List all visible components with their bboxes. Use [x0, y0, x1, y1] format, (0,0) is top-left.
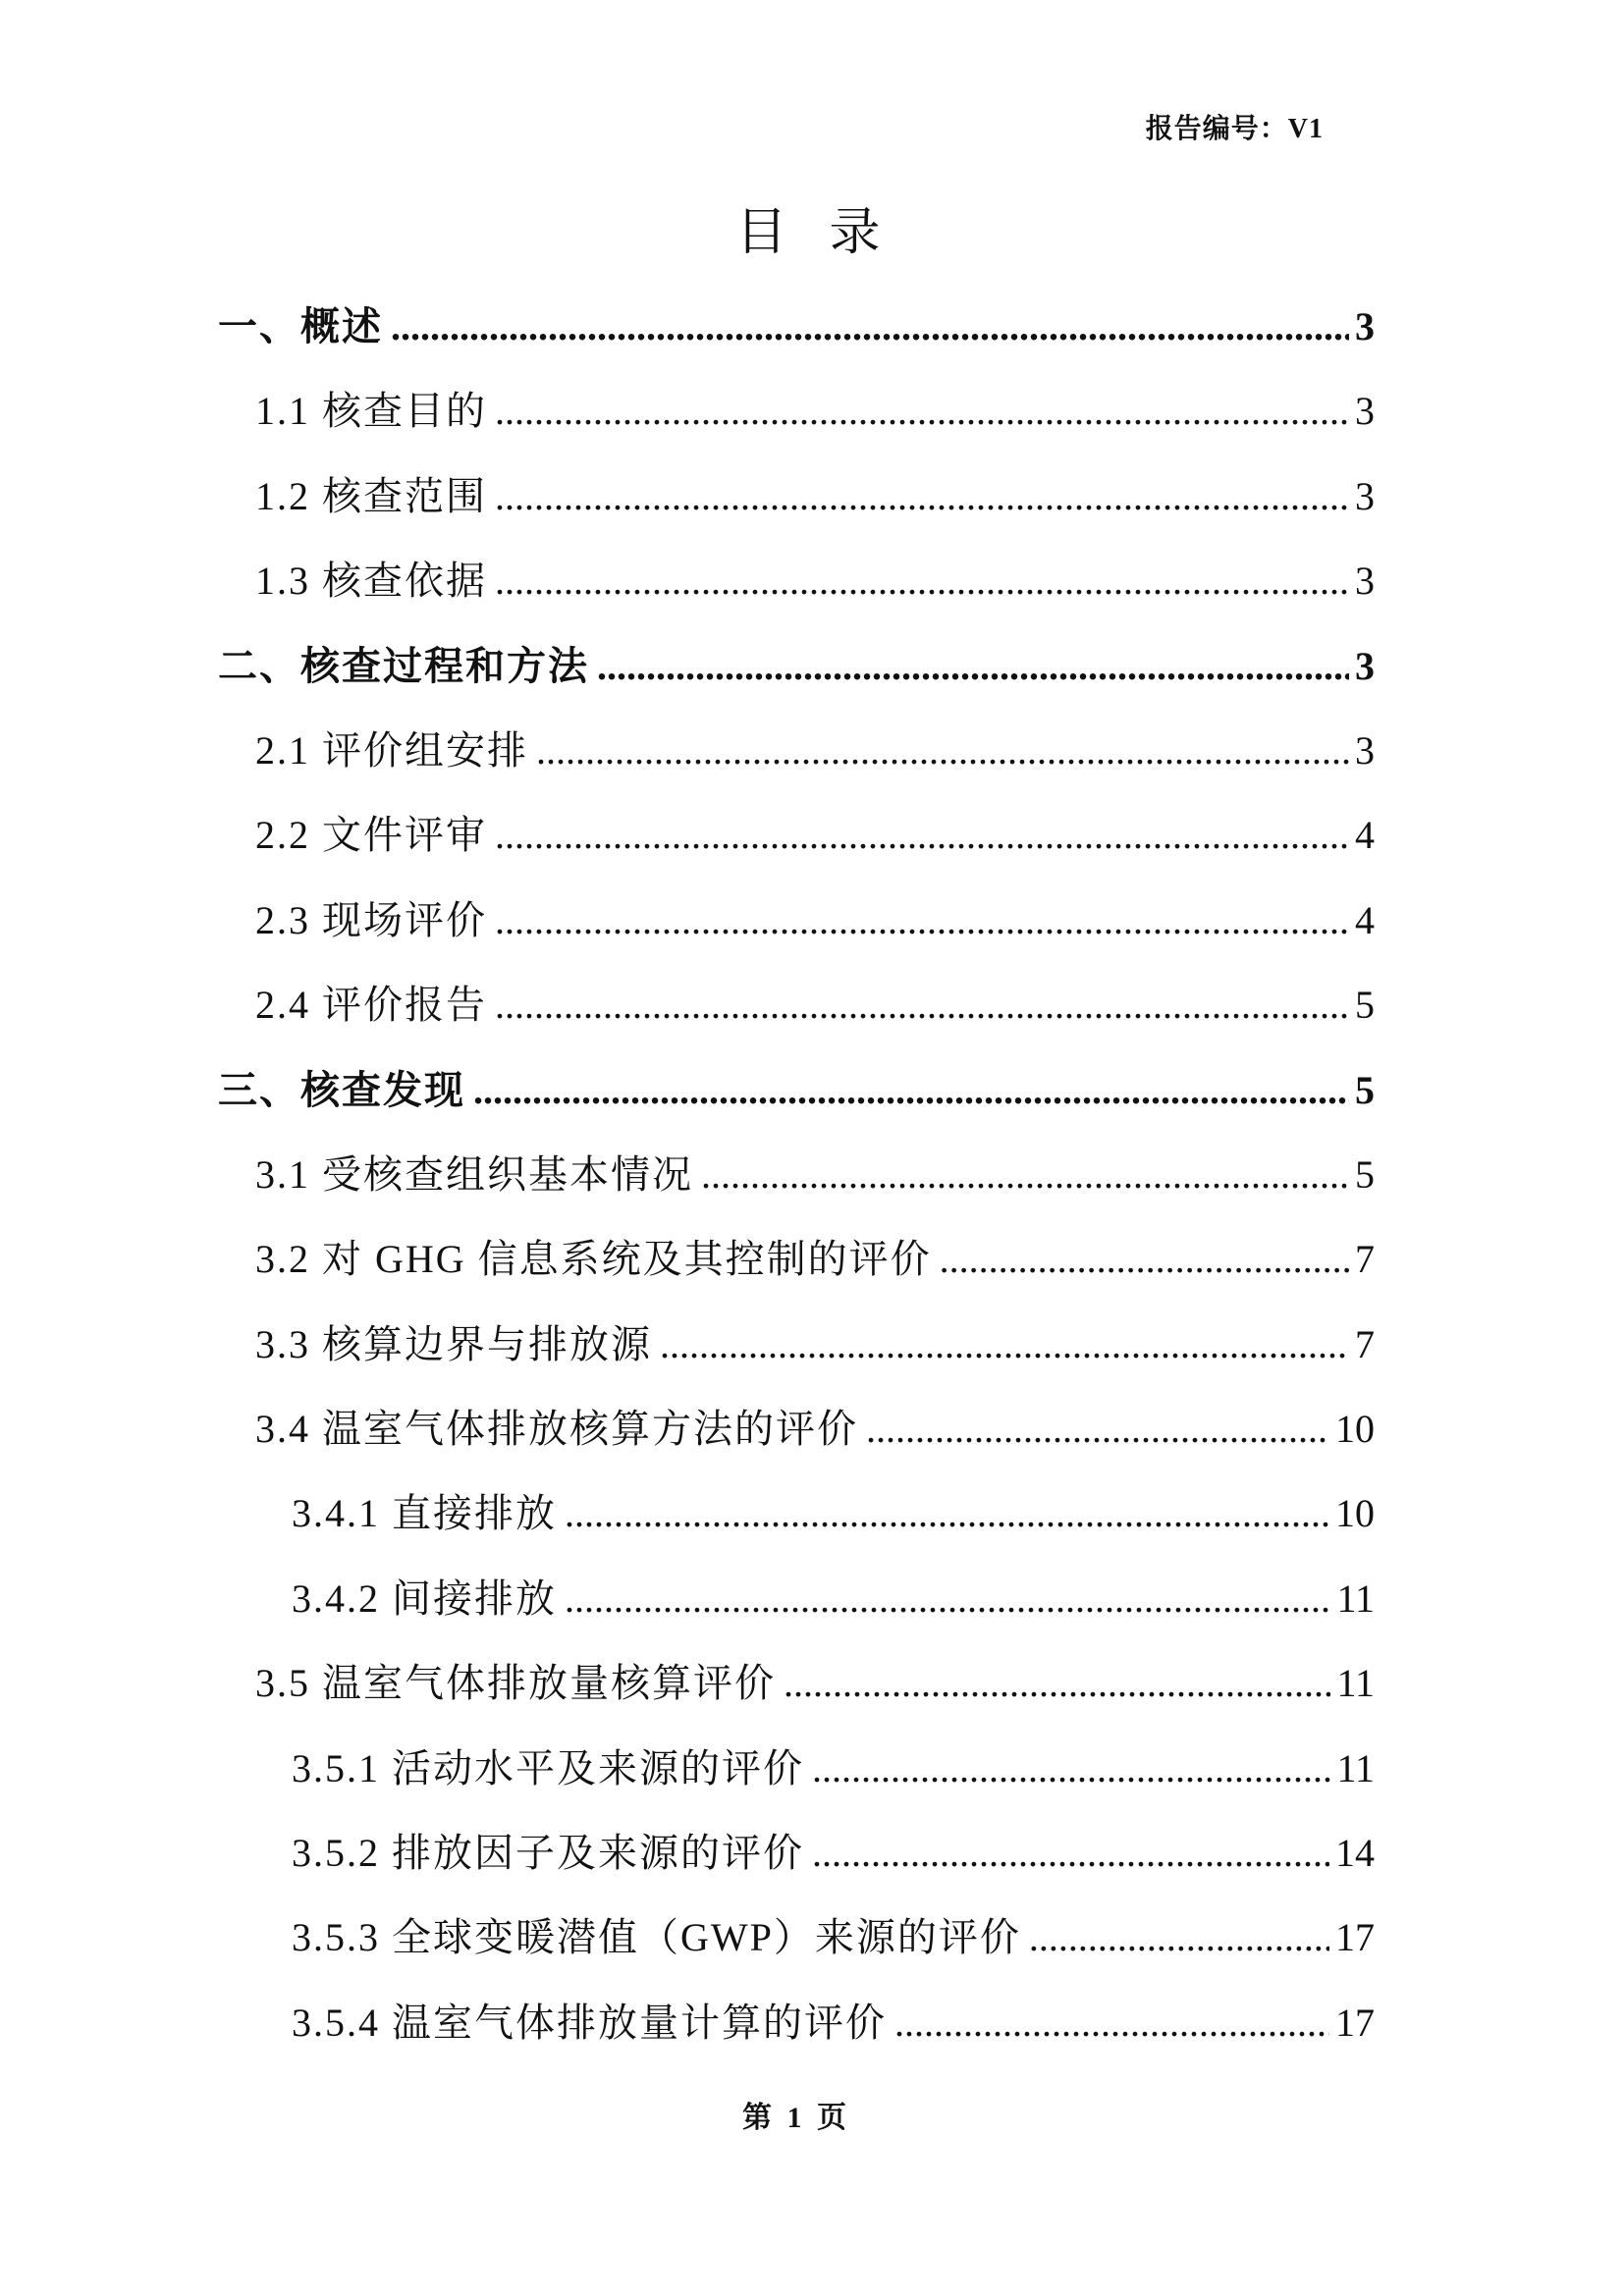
toc-entry-label: 3.4.1 直接排放	[292, 1491, 557, 1536]
dot-leader	[495, 793, 1349, 878]
toc-entry-page: 7	[1355, 1237, 1375, 1282]
toc-entry[interactable]	[218, 1217, 1375, 1302]
toc-entry-page: 17	[1335, 1915, 1375, 1960]
toc-entry-label: 3.2 对 GHG 信息系统及其控制的评价	[255, 1237, 932, 1282]
toc-entry-label: 二、核查过程和方法	[218, 643, 589, 688]
toc-entry-label: 2.3 现场评价	[255, 897, 487, 942]
toc-entry-label: 3.4.2 间接排放	[292, 1575, 557, 1621]
toc-entry-page: 5	[1355, 1151, 1375, 1197]
dot-leader	[597, 624, 1349, 709]
toc-entry-page: 3	[1355, 473, 1375, 518]
toc-entry-label: 1.3 核查依据	[255, 559, 487, 604]
toc-entry-page: 5	[1355, 983, 1375, 1028]
toc-entry[interactable]	[218, 454, 1375, 539]
toc-entry-page: 7	[1355, 1321, 1375, 1366]
toc-entry-label: 3.3 核算边界与排放源	[255, 1321, 652, 1366]
dot-leader	[473, 1048, 1349, 1133]
dot-leader	[701, 1133, 1349, 1217]
toc-entry-page: 3	[1355, 389, 1375, 434]
toc-entry[interactable]	[218, 539, 1375, 623]
toc-entry-label: 2.1 评价组安排	[255, 727, 528, 773]
toc-entry-page: 3	[1355, 727, 1375, 773]
toc-entry-page: 3	[1355, 304, 1375, 348]
dot-leader	[866, 1387, 1329, 1471]
page-title: 目 录	[735, 205, 889, 261]
dot-leader	[660, 1303, 1349, 1387]
toc-entry[interactable]	[218, 1471, 1375, 1556]
dot-leader	[894, 1981, 1329, 2065]
toc-entry[interactable]	[218, 1303, 1375, 1387]
toc-entry[interactable]	[218, 1981, 1375, 2065]
report-number: 报告编号：V1	[1145, 114, 1324, 144]
toc-entry[interactable]	[218, 1133, 1375, 1217]
toc-entry-page: 3	[1355, 559, 1375, 604]
toc-entry-label: 2.4 评价报告	[255, 983, 487, 1028]
toc-entry[interactable]	[218, 1048, 1375, 1133]
toc-entry[interactable]	[218, 285, 1375, 369]
toc-entry-label: 三、核查发现	[218, 1067, 465, 1112]
toc-entry[interactable]	[218, 963, 1375, 1047]
toc-entry-page: 5	[1355, 1067, 1375, 1112]
toc-entry[interactable]	[218, 879, 1375, 963]
toc-entry-page: 4	[1355, 897, 1375, 942]
toc-entry-page: 14	[1335, 1831, 1375, 1876]
page-footer: 第 1 页	[742, 2102, 850, 2134]
toc-entry[interactable]	[218, 709, 1375, 793]
dot-leader	[495, 963, 1349, 1047]
toc-entry-page: 17	[1335, 2000, 1375, 2045]
toc-entry-label: 一、概述	[218, 304, 383, 348]
toc-entry-label: 3.5.4 温室气体排放量计算的评价	[292, 2000, 887, 2045]
toc-entry[interactable]	[218, 369, 1375, 454]
dot-leader	[495, 369, 1349, 454]
toc-entry-page: 4	[1355, 813, 1375, 858]
toc-entry-label: 1.2 核查范围	[255, 473, 487, 518]
dot-leader	[495, 539, 1349, 623]
dot-leader	[1029, 1896, 1329, 1980]
toc-entry[interactable]	[218, 1387, 1375, 1471]
dot-leader	[812, 1727, 1330, 1811]
toc-entry-page: 10	[1335, 1407, 1375, 1452]
toc-entry[interactable]	[218, 1896, 1375, 1980]
toc-entry-label: 3.5.2 排放因子及来源的评价	[292, 1831, 804, 1876]
toc-entry-label: 3.5.1 活动水平及来源的评价	[292, 1745, 804, 1790]
toc-entry-page: 11	[1336, 1575, 1375, 1621]
toc-entry-page: 10	[1335, 1491, 1375, 1536]
toc-entry-label: 3.5 温室气体排放量核算评价	[255, 1661, 776, 1706]
dot-leader	[565, 1557, 1330, 1641]
toc-entry-page: 3	[1355, 643, 1375, 688]
dot-leader	[784, 1641, 1330, 1726]
toc-entry-label: 3.4 温室气体排放核算方法的评价	[255, 1407, 858, 1452]
toc-entry-label: 3.1 受核查组织基本情况	[255, 1151, 693, 1197]
toc-entry-label: 2.2 文件评审	[255, 813, 487, 858]
dot-leader	[565, 1471, 1329, 1556]
toc-entry[interactable]	[218, 1557, 1375, 1641]
dot-leader	[495, 454, 1349, 539]
dot-leader	[536, 709, 1349, 793]
dot-leader	[812, 1811, 1329, 1896]
toc-entry[interactable]	[218, 624, 1375, 709]
toc-entry[interactable]	[218, 793, 1375, 878]
toc-list	[218, 285, 1375, 2065]
toc-entry-page: 11	[1336, 1745, 1375, 1790]
dot-leader	[940, 1217, 1349, 1302]
dot-leader	[495, 879, 1349, 963]
toc-entry[interactable]	[218, 1811, 1375, 1896]
toc-entry[interactable]	[218, 1727, 1375, 1811]
toc-entry[interactable]	[218, 1641, 1375, 1726]
toc-entry-label: 1.1 核查目的	[255, 389, 487, 434]
toc-entry-label: 3.5.3 全球变暖潜值（GWP）来源的评价	[292, 1915, 1021, 1960]
toc-entry-page: 11	[1336, 1661, 1375, 1706]
dot-leader	[391, 285, 1349, 369]
